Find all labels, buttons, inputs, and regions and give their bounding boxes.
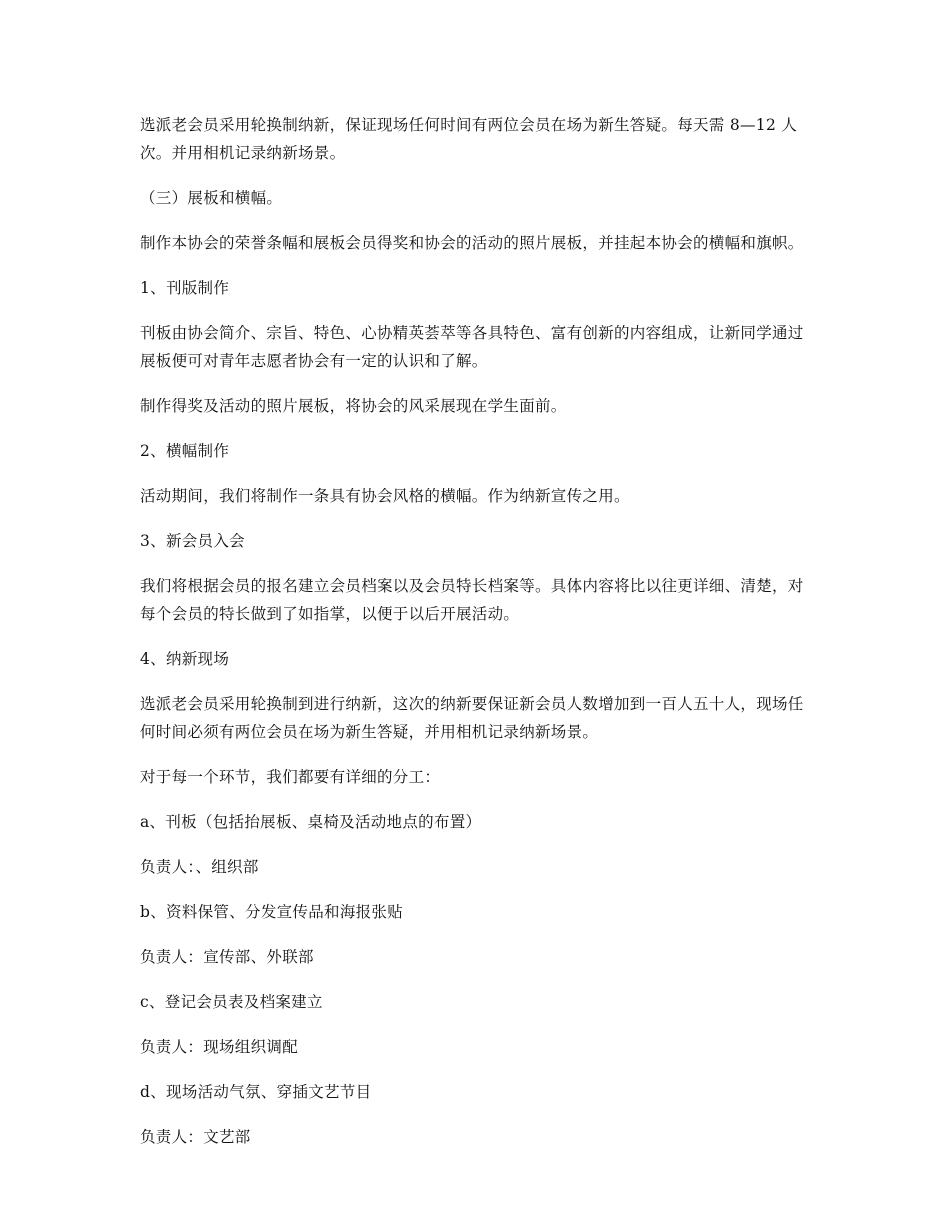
list-item-a: a、刊板（包括抬展板、桌椅及活动地点的布置） <box>140 813 482 831</box>
section-heading-banners: （三）展板和横幅。 <box>140 189 283 207</box>
paragraph-banner-desc: 活动期间，我们将制作一条具有协会风格的横幅。作为纳新宣传之用。 <box>140 487 630 505</box>
subheading-banner-production: 2、横幅制作 <box>140 442 230 460</box>
paragraph-rotation-intro: 选派老会员采用轮换制纳新，保证现场任何时间有两位会员在场为新生答疑。每天需 8—12 人次。并用相机记录纳新场景。 <box>140 116 798 162</box>
list-item-a-owner: 负责人：、组织部 <box>140 858 259 876</box>
list-item-c-owner: 负责人：现场组织调配 <box>140 1038 299 1056</box>
list-item-c: c、登记会员表及档案建立 <box>140 993 323 1011</box>
paragraph-member-archive: 我们将根据会员的报名建立会员档案以及会员特长档案等。具体内容将比以往更详细、清楚，对每个会员的特长做到了如指掌，以便于以后开展活动。 <box>140 577 804 623</box>
list-item-b: b、资料保管、分发宣传品和海报张贴 <box>140 903 404 921</box>
subheading-new-members: 3、新会员入会 <box>140 532 245 550</box>
paragraph-recruitment-desc: 选派老会员采用轮换制到进行纳新，这次的纳新要保证新会员人数增加到一百人五十人，现场任何时间必须有两位会员在场为新生答疑，并用相机记录纳新场景。 <box>140 695 804 741</box>
list-item-d: d、现场活动气氛、穿插文艺节目 <box>140 1083 372 1101</box>
subheading-recruitment-site: 4、纳新现场 <box>140 650 230 668</box>
paragraph-board-content: 刊板由协会简介、宗旨、特色、心协精英荟萃等各具特色、富有创新的内容组成，让新同学通过展板便可对青年志愿者协会有一定的认识和了解。 <box>140 324 804 370</box>
document-body <box>140 111 808 1168</box>
paragraph-banners-desc: 制作本协会的荣誉条幅和展板会员得奖和协会的活动的照片展板，并挂起本协会的横幅和旗帜。 <box>140 234 804 252</box>
subheading-board-production: 1、刊版制作 <box>140 279 230 297</box>
paragraph-photo-board: 制作得奖及活动的照片展板，将协会的风采展现在学生面前。 <box>140 397 567 415</box>
list-item-b-owner: 负责人：宣传部、外联部 <box>140 948 314 966</box>
paragraph-division-intro: 对于每一个环节，我们都要有详细的分工： <box>140 768 441 786</box>
list-item-d-owner: 负责人：文艺部 <box>140 1128 251 1146</box>
